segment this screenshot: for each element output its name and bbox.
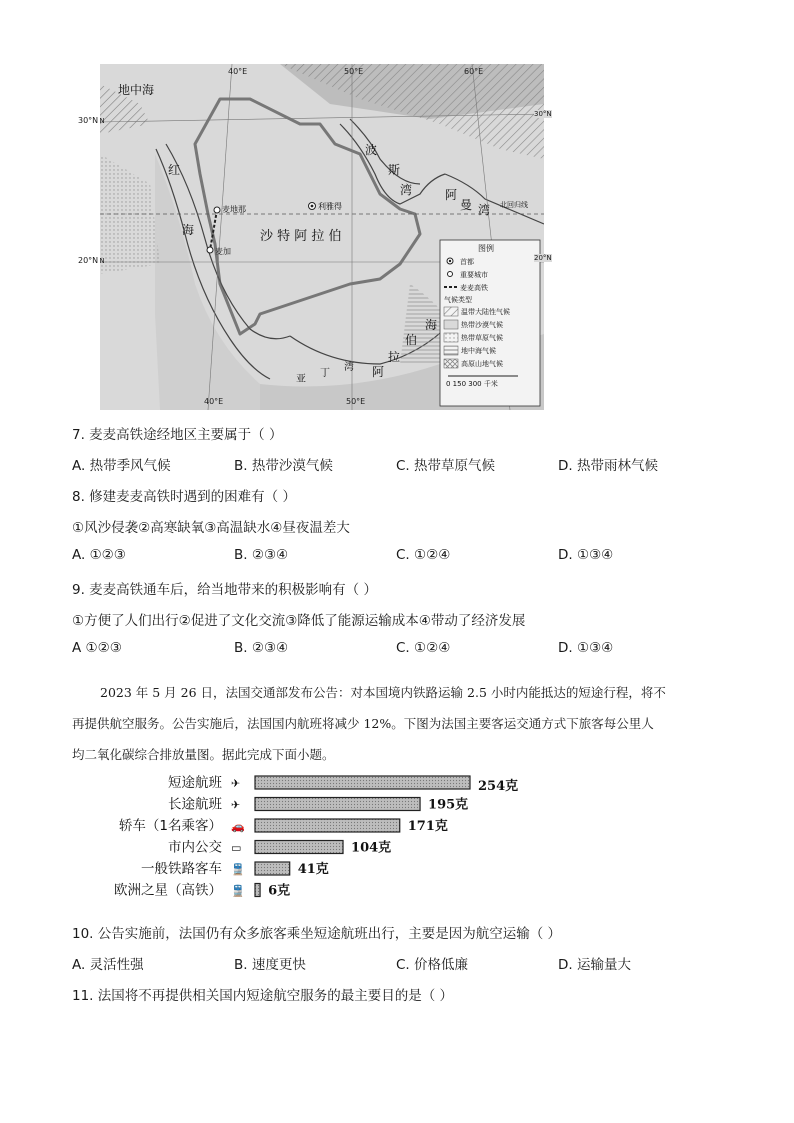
arabia-map — [78, 64, 552, 410]
q7-stem: 7. 麦麦高铁途经地区主要属于（ ） — [72, 427, 283, 443]
bar-value-label: 41克 — [297, 862, 329, 877]
map-legend — [440, 240, 540, 406]
legend-capital: 首都 — [460, 258, 474, 266]
q10-stem: 10. 公告实施前，法国仍有众多旅客乘坐短途航班出行，主要是因为航空运输（ ） — [72, 926, 562, 942]
airplane-icon: ✈ — [231, 777, 241, 790]
legend-climate-1: 温带大陆性气候 — [461, 308, 510, 316]
bar-value-label: 254克 — [478, 779, 519, 794]
legend-climate-3: 热带草原气候 — [461, 334, 503, 342]
tropic-label: 北回归线 — [500, 201, 528, 209]
legend-climate-5: 高原山地气候 — [461, 360, 503, 368]
bar — [255, 841, 343, 854]
q10-option-b[interactable]: B. 速度更快 — [234, 957, 306, 973]
aden-gulf-2: 丁 — [320, 368, 330, 379]
q8-option-a[interactable]: A. ①②③ — [72, 547, 126, 563]
bar — [255, 819, 400, 832]
category-label: 轿车（1名乘客） — [118, 818, 222, 834]
aden-gulf-1: 亚 — [296, 374, 306, 385]
bar-value-label: 6克 — [268, 883, 291, 899]
bar-value-label: 104克 — [351, 840, 392, 856]
q10-option-c[interactable]: C. 价格低廉 — [396, 957, 469, 973]
riyadh-label: 利雅得 — [318, 202, 342, 211]
bar — [255, 798, 420, 811]
arabian-sea-1: 阿 — [372, 365, 385, 379]
q9-option-b[interactable]: B. ②③④ — [234, 640, 289, 656]
co2-emission-chart — [80, 770, 550, 910]
q9-items: ①方便了人们出行②促进了文化交流③降低了能源运输成本④带动了经济发展 — [72, 613, 526, 629]
arabian-sea-4: 海 — [425, 318, 438, 332]
q11-stem: 11. 法国将不再提供相关国内短途航空服务的最主要目的是（ ） — [72, 988, 454, 1004]
train-icon: 🚆 — [231, 884, 245, 898]
lon-40-bottom: 40°E — [204, 397, 224, 406]
category-label: 一般铁路客车 — [141, 861, 222, 877]
lat-30-left: N — [100, 117, 105, 125]
lon-50-bottom: 50°E — [346, 397, 366, 406]
q7-option-a[interactable]: A. 热带季风气候 — [72, 458, 171, 474]
oman-gulf-1: 阿 — [445, 188, 458, 202]
lon-60-top: 60°E — [464, 67, 484, 76]
q7-option-d[interactable]: D. 热带雨林气候 — [558, 458, 658, 474]
lat-20-left-label: 20°N — [78, 256, 99, 265]
q10-option-a[interactable]: A. 灵活性强 — [72, 957, 144, 973]
bus-icon: ▭ — [231, 841, 242, 855]
oman-gulf-2: 曼 — [460, 198, 473, 212]
city-icon — [448, 272, 453, 277]
category-label: 欧洲之星（高铁） — [114, 882, 222, 899]
category-label: 短途航班 — [168, 775, 222, 791]
map-svg — [100, 64, 544, 410]
chart-svg — [80, 770, 550, 910]
arabian-sea-2: 拉 — [388, 350, 401, 364]
lat-30-right-label: 30°N — [534, 110, 552, 118]
bar-value-label: 171克 — [407, 819, 448, 834]
aden-gulf-3: 湾 — [344, 362, 354, 373]
q9-option-a[interactable]: A ①②③ — [72, 640, 122, 656]
legend-climate-4: 地中海气候 — [461, 347, 496, 355]
q7-option-c[interactable]: C. 热带草原气候 — [396, 458, 496, 474]
legend-rail: 麦麦高铁 — [460, 284, 488, 292]
red-sea-label-1: 红 — [168, 163, 181, 177]
mecca-marker — [207, 247, 213, 253]
category-label: 市内公交 — [168, 839, 222, 856]
category-label: 长途航班 — [168, 796, 222, 813]
bar — [255, 776, 470, 789]
red-sea-label-2: 海 — [182, 223, 195, 237]
q8-items: ①风沙侵袭②高寒缺氧③高温缺水④昼夜温差大 — [72, 520, 350, 536]
legend-city: 重要城市 — [460, 271, 488, 279]
airplane-icon: ✈ — [231, 798, 241, 812]
mecca-label: 麦加 — [215, 247, 231, 256]
bar — [255, 884, 260, 897]
q9-stem: 9. 麦麦高铁通车后，给当地带来的积极影响有（ ） — [72, 582, 377, 598]
q10-option-d[interactable]: D. 运输量大 — [558, 957, 631, 973]
legend-climate-title: 气候类型 — [444, 296, 472, 304]
q9-option-c[interactable]: C. ①②④ — [396, 640, 451, 656]
q8-option-d[interactable]: D. ①③④ — [558, 547, 614, 563]
passage-line-3: 均二氧化碳综合排放量图。据此完成下面小题。 — [72, 747, 335, 762]
medina-label: 麦地那 — [222, 205, 246, 214]
arabian-sea-3: 伯 — [405, 333, 418, 347]
oman-gulf-3: 湾 — [478, 203, 491, 217]
persian-gulf-2: 斯 — [388, 163, 401, 177]
persian-gulf-3: 湾 — [400, 183, 413, 197]
lat-20-left: N — [100, 257, 105, 265]
mediterranean-label: 地中海 — [118, 83, 155, 97]
saudi-arabia-label: 沙 特 阿 拉 伯 — [260, 229, 342, 244]
passage-line-2: 再提供航空服务。公告实施后，法国国内航班将减少 12%。下图为法国主要客运交通方式下旅客每公里人 — [72, 716, 654, 731]
lon-40-top: 40°E — [228, 67, 248, 76]
legend-climate-2: 热带沙漠气候 — [461, 321, 503, 329]
persian-gulf-1: 波 — [365, 143, 378, 157]
legend-title: 图例 — [478, 244, 494, 253]
lon-50-top: 50°E — [344, 67, 364, 76]
car-icon: 🚗 — [231, 820, 245, 833]
q8-option-c[interactable]: C. ①②④ — [396, 547, 451, 563]
lat-20-right-label: 20°N — [534, 254, 552, 262]
medina-marker — [214, 207, 220, 213]
bar-value-label: 195克 — [428, 797, 469, 813]
legend-scale: 0 150 300 千米 — [446, 380, 498, 388]
train-icon: 🚆 — [231, 863, 245, 876]
passage-line-1: 2023 年 5 月 26 日，法国交通部发布公告：对本国境内铁路运输 2.5 小时内能抵达的短途行程，将不 — [100, 685, 666, 700]
q9-option-d[interactable]: D. ①③④ — [558, 640, 614, 656]
q8-stem: 8. 修建麦麦高铁时遇到的困难有（ ） — [72, 489, 296, 505]
bar — [255, 862, 290, 875]
lat-30-left-label: 30°N — [78, 116, 99, 125]
q7-option-b[interactable]: B. 热带沙漠气候 — [234, 458, 333, 474]
q8-option-b[interactable]: B. ②③④ — [234, 547, 289, 563]
